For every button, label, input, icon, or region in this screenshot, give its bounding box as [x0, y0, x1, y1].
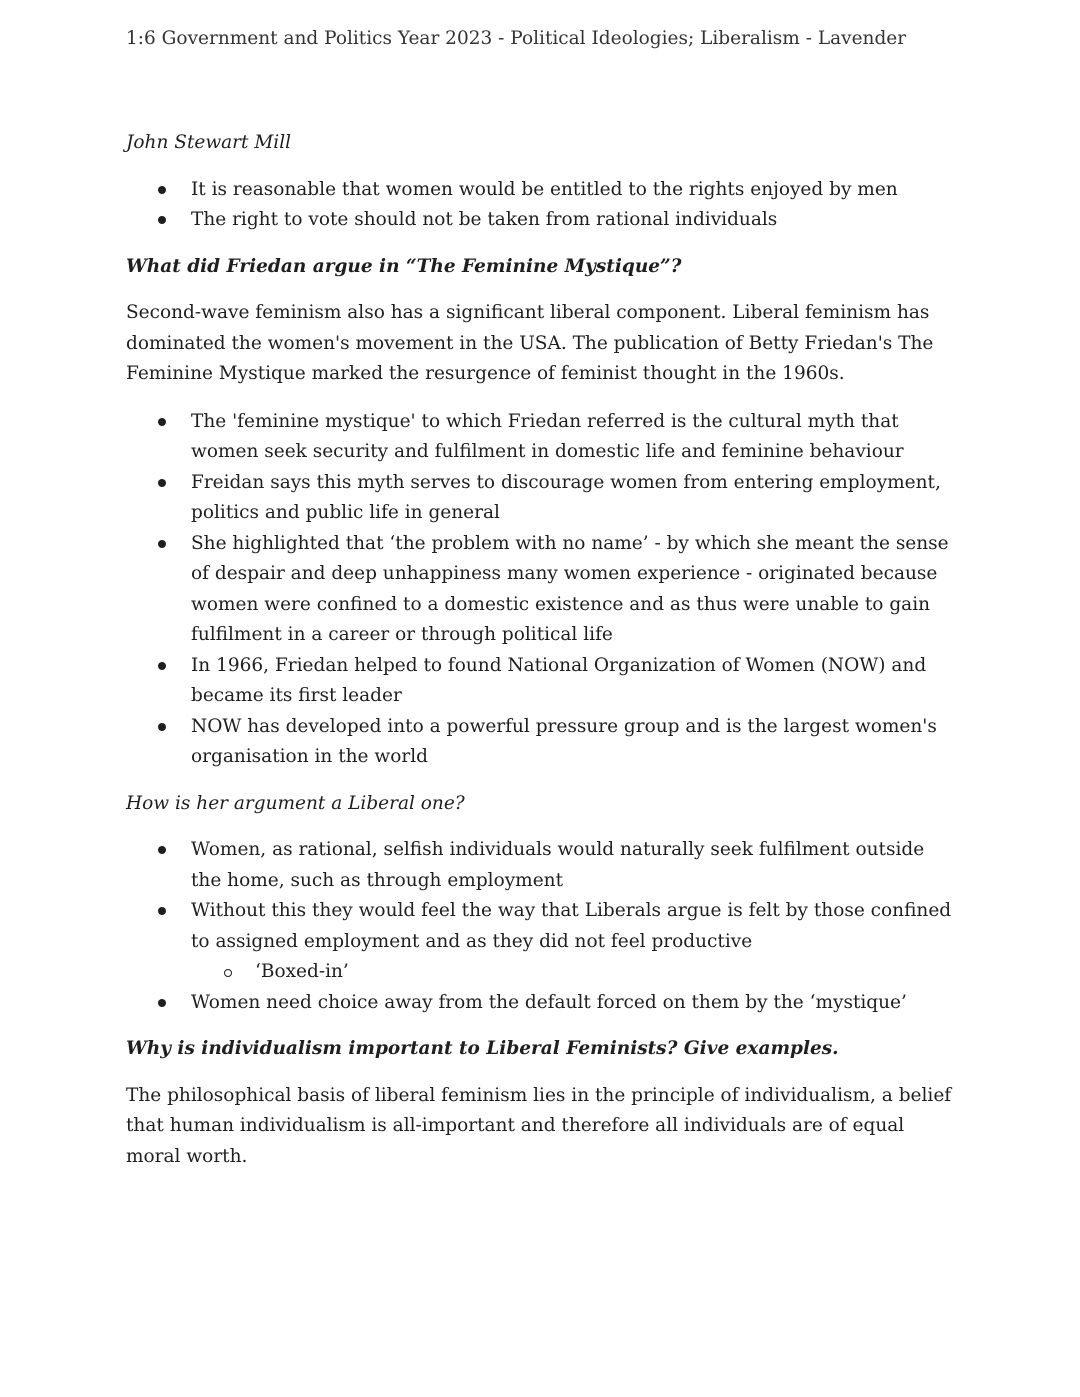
list-item — [126, 529, 956, 651]
list-item-text: Women, as rational, selfish individuals would naturally seek fulfilment outside the home, such as through employment — [191, 839, 925, 891]
list-item-text: The right to vote should not be taken from rational individuals — [191, 209, 778, 230]
hollow-bullet-icon — [224, 969, 232, 977]
list-item — [126, 712, 956, 773]
liberal-bullet-list — [126, 835, 956, 1018]
bullet-icon — [158, 662, 166, 670]
list-item — [126, 407, 956, 468]
list-item-text: Women need choice away from the default forced on them by the ‘mystique’ — [191, 991, 907, 1013]
list-item — [126, 835, 956, 896]
list-item-text: In 1966, Friedan helped to found National Organization of Women (NOW) and became its first leader — [191, 654, 927, 706]
list-item — [126, 988, 956, 1019]
section-heading-individualism: Why is individualism important to Liberal Feminists? Give examples. — [126, 1038, 839, 1059]
bullet-icon — [158, 846, 166, 854]
list-item — [126, 468, 956, 529]
list-item-text: The 'feminine mystique' to which Friedan referred is the cultural myth that women seek security and fulfilment in domestic life and feminine behaviour — [191, 410, 904, 462]
mill-bullet-list — [126, 175, 956, 236]
sub-list-item-text: ‘Boxed-in’ — [255, 961, 349, 982]
sub-list-item — [126, 957, 956, 988]
document-body — [126, 128, 956, 1189]
friedan-bullet-list — [126, 407, 956, 773]
list-item-text: It is reasonable that women would be entitled to the rights enjoyed by men — [191, 178, 898, 200]
bullet-icon — [158, 999, 166, 1007]
list-item — [126, 175, 956, 206]
section-heading-liberal: How is her argument a Liberal one? — [126, 792, 465, 814]
bullet-icon — [158, 907, 166, 915]
bullet-icon — [158, 540, 166, 548]
bullet-icon — [158, 216, 166, 224]
list-item — [126, 205, 956, 236]
bullet-icon — [158, 418, 166, 426]
list-item-text: Without this they would feel the way that Liberals argue is felt by those confined to assigned employment and as they did not feel productive — [191, 900, 952, 952]
list-item-text: She highlighted that ‘the problem with no name’ - by which she meant the sense of despair and deep unhappiness many women experience - originated because women were confined to a domestic existence and as thus were unable to gain fulfilment in a career or through political life — [191, 532, 949, 645]
sub-bullet-list — [126, 957, 956, 988]
list-item — [126, 896, 956, 988]
list-item-text: NOW has developed into a powerful pressure group and is the largest women's organisation in the world — [191, 715, 937, 767]
bullet-icon — [158, 723, 166, 731]
section-heading-friedan: What did Friedan argue in “The Feminine Mystique”? — [126, 255, 682, 277]
list-item — [126, 651, 956, 712]
bullet-icon — [158, 479, 166, 487]
page-header: 1:6 Government and Politics Year 2023 - Political Ideologies; Liberalism - Lavender — [126, 28, 907, 49]
individualism-paragraph: The philosophical basis of liberal feminism lies in the principle of individualism, a belief that human individualism is all-important and therefore all individuals are of equal moral worth. — [126, 1084, 952, 1167]
bullet-icon — [158, 186, 166, 194]
section-heading-mill: John Stewart Mill — [126, 132, 292, 153]
list-item-text: Freidan says this myth serves to discourage women from entering employment, politics and public life in general — [191, 471, 941, 523]
friedan-paragraph: Second-wave feminism also has a significant liberal component. Liberal feminism has dominated the women's movement in the USA. The publication of Betty Friedan's The Feminine Mystique marked the resurgence of feminist thought in the 1960s. — [126, 302, 934, 384]
